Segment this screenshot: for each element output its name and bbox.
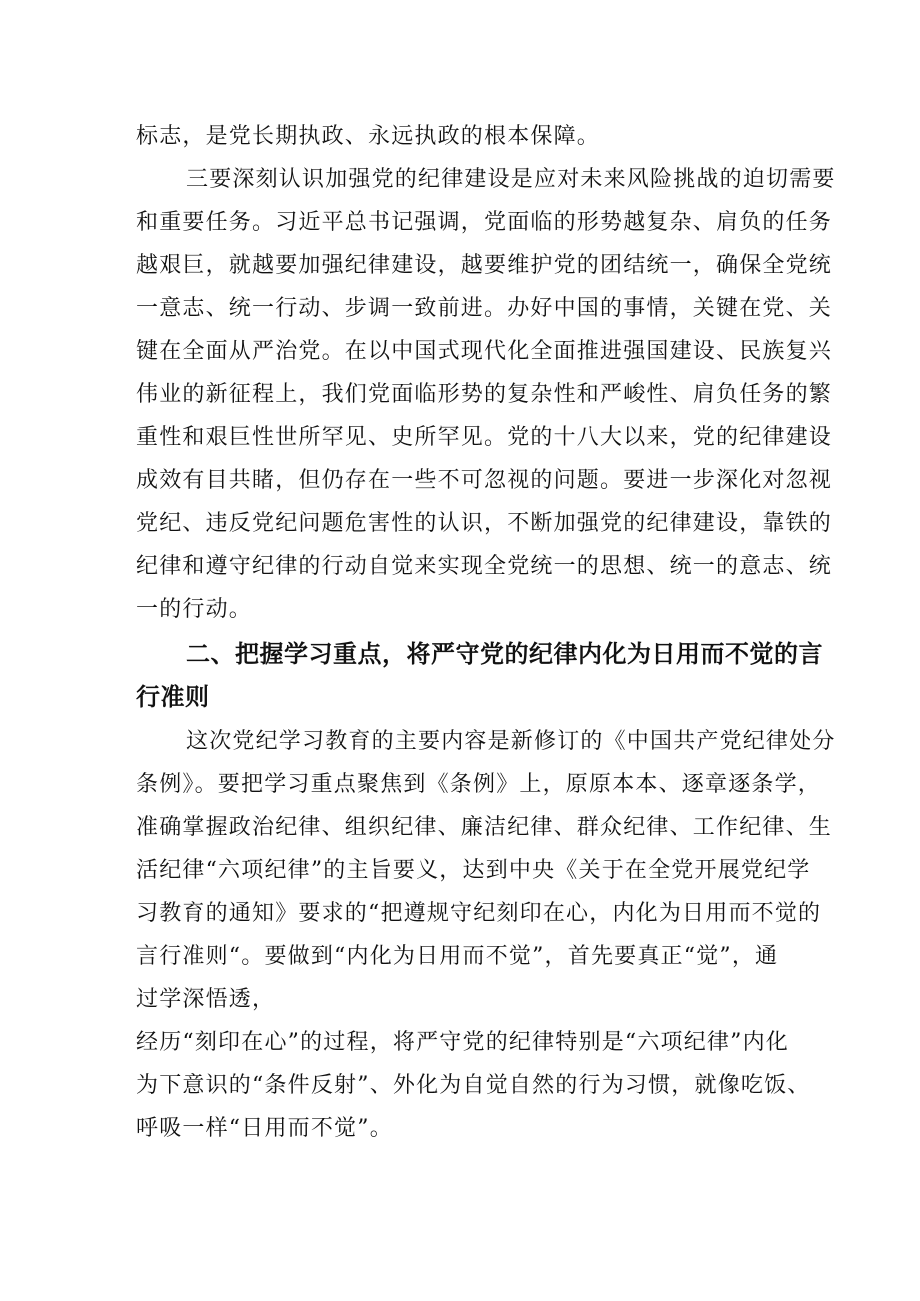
paragraph-line: 键在全面从严治党。在以中国式现代化全面推进强国建设、民族复兴 — [136, 339, 833, 364]
paragraph-line: 三要深刻认识加强党的纪律建设是应对未来风险挑战的迫切需要 — [186, 167, 836, 192]
paragraph-line: 经历“刻印在心”的过程，将严守党的纪律特别是“六项纪律”内化 — [136, 1030, 789, 1055]
section-heading: 二、把握学习重点，将严守党的纪律内化为日用而不觉的言 — [186, 640, 823, 668]
paragraph-line: 越艰巨，就越要加强纪律建设，越要维护党的团结统一，确保全党统 — [136, 253, 833, 278]
paragraph-line: 纪律和遵守纪律的行动自觉来实现全党统一的思想、统一的意志、统 — [136, 554, 833, 579]
paragraph-line: 为下意识的“条件反射”、外化为自觉自然的行为习惯，就像吃饭、 — [136, 1073, 811, 1098]
paragraph-line: 这次党纪学习教育的主要内容是新修订的《中国共产党纪律处分 — [186, 729, 836, 754]
paragraph-line: 标志，是党长期执政、永远执政的根本保障。 — [136, 124, 601, 149]
paragraph-line: 一的行动。 — [136, 597, 253, 622]
paragraph-line: 和重要任务。习近平总书记强调，党面临的形势越复杂、肩负的任务 — [136, 210, 833, 235]
paragraph-line: 过学深悟透， — [136, 987, 276, 1012]
paragraph-line: 活纪律“六项纪律”的主旨要义，达到中央《关于在全党开展党纪学 — [136, 858, 811, 883]
paragraph-line: 呼吸一样“日用而不觉”。 — [136, 1116, 393, 1141]
paragraph-line: 党纪、违反党纪问题危害性的认识，不断加强党的纪律建设，靠铁的 — [136, 511, 833, 536]
paragraph-line: 习教育的通知》要求的“把遵规守纪刻印在心，内化为日用而不觉的 — [136, 901, 822, 926]
paragraph-line: 一意志、统一行动、步调一致前进。办好中国的事情，关键在党、关 — [136, 296, 833, 321]
paragraph-line: 重性和艰巨性世所罕见、史所罕见。党的十八大以来，党的纪律建设 — [136, 425, 833, 450]
paragraph-line: 言行准则“。要做到“内化为日用而不觉”，首先要真正“觉”，通 — [136, 944, 779, 969]
section-heading: 行准则 — [136, 683, 210, 711]
paragraph-line: 准确掌握政治纪律、组织纪律、廉洁纪律、群众纪律、工作纪律、生 — [136, 815, 833, 840]
paragraph-line: 伟业的新征程上，我们党面临形势的复杂性和严峻性、肩负任务的繁 — [136, 382, 833, 407]
paragraph-line: 成效有目共睹，但仍存在一些不可忽视的问题。要进一步深化对忽视 — [136, 468, 833, 493]
paragraph-line: 条例》。要把学习重点聚焦到《条例》上，原原本本、逐章逐条学， — [136, 772, 822, 797]
